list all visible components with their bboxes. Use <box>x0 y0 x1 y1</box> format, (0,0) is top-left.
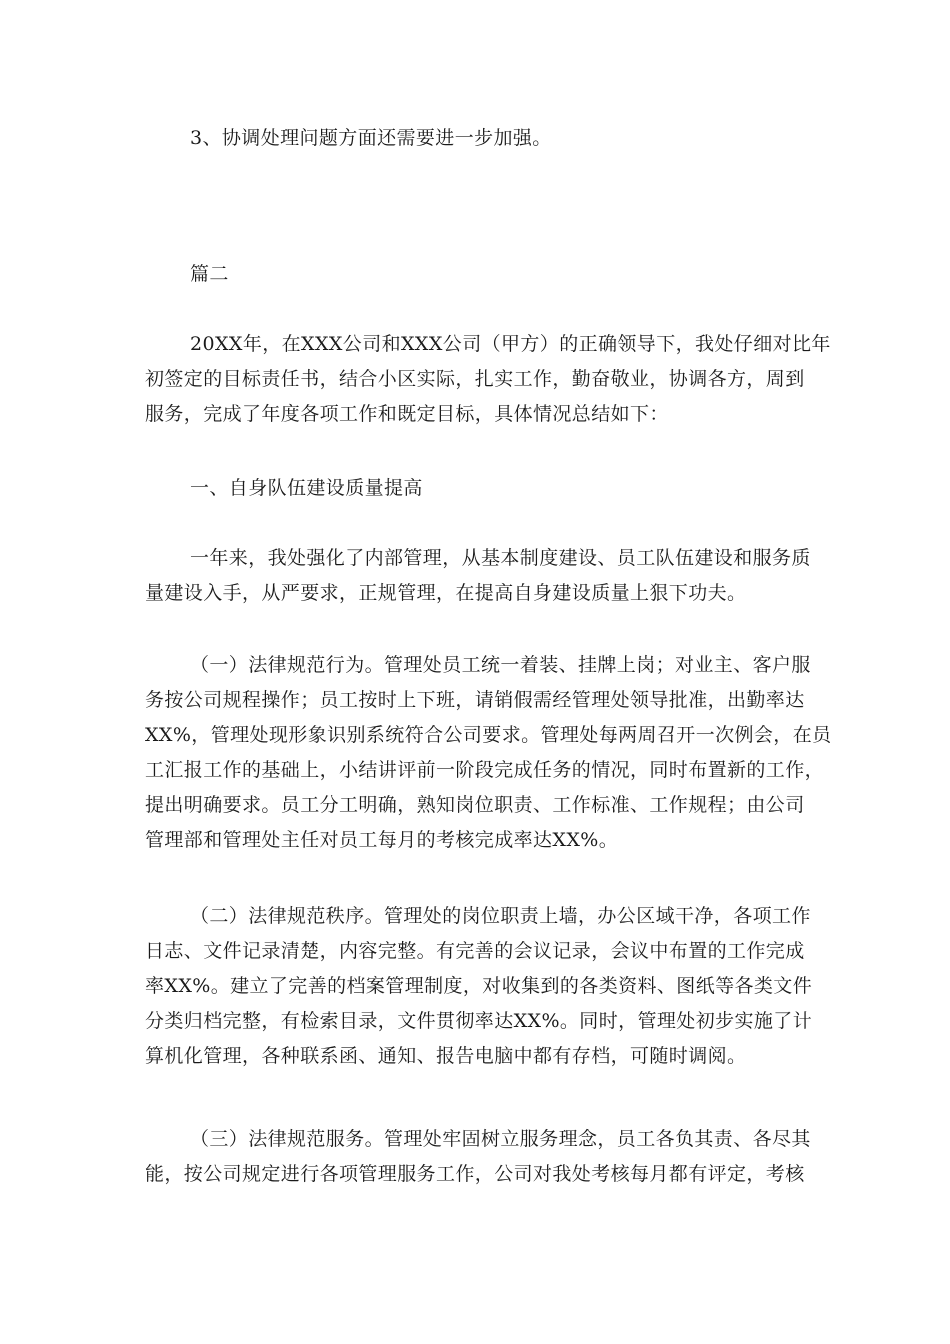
text-line: 提出明确要求。员工分工明确，熟知岗位职责、工作标准、工作规程；由公司 <box>145 794 805 816</box>
text-line: 率XX%。建立了完善的档案管理制度，对收集到的各类资料、图纸等各类文件 <box>145 975 813 997</box>
text-line: 篇二 <box>190 263 229 285</box>
text-line: 3、协调处理问题方面还需要进一步加强。 <box>190 127 552 149</box>
paragraph-3 <box>145 899 813 1074</box>
text-line: （一）法律规范行为。管理处员工统一着装、挂牌上岗；对业主、客户服 <box>190 654 811 676</box>
paragraph-1 <box>145 541 810 611</box>
text-line: 算机化管理，各种联系函、通知、报告电脑中都有存档，可随时调阅。 <box>145 1045 747 1067</box>
paragraph-4 <box>145 1122 810 1192</box>
heading-1 <box>145 471 810 506</box>
text-line: 务按公司规程操作；员工按时上下班，请销假需经管理处领导批准，出勤率达 <box>145 689 805 711</box>
text-line: 分类归档完整，有检索目录，文件贯彻率达XX%。同时，管理处初步实施了计 <box>145 1010 813 1032</box>
list-item-3 <box>145 121 810 156</box>
text-line: 20XX年，在XXX公司和XXX公司（甲方）的正确领导下，我处仔细对比年 <box>190 333 831 355</box>
text-line: 工汇报工作的基础上，小结讲评前一阶段完成任务的情况，同时布置新的工作， <box>145 759 825 781</box>
intro-paragraph <box>145 327 831 432</box>
text-line: 一年来，我处强化了内部管理，从基本制度建设、员工队伍建设和服务质 <box>190 547 811 569</box>
text-line: 能，按公司规定进行各项管理服务工作，公司对我处考核每月都有评定，考核 <box>145 1163 805 1185</box>
text-line: 量建设入手，从严要求，正规管理，在提高自身建设质量上狠下功夫。 <box>145 582 747 604</box>
text-line: 日志、文件记录清楚，内容完整。有完善的会议记录，会议中布置的工作完成 <box>145 940 805 962</box>
section-title <box>145 257 810 292</box>
text-line: （三）法律规范服务。管理处牢固树立服务理念，员工各负其责、各尽其 <box>190 1128 811 1150</box>
text-line: 管理部和管理处主任对员工每月的考核完成率达XX%。 <box>145 829 619 851</box>
text-line: 一、自身队伍建设质量提高 <box>190 477 423 499</box>
text-line: 服务，完成了年度各项工作和既定目标，具体情况总结如下： <box>145 403 669 425</box>
text-line: （二）法律规范秩序。管理处的岗位职责上墙，办公区域干净，各项工作 <box>190 905 811 927</box>
text-line: XX%，管理处现形象识别系统符合公司要求。管理处每两周召开一次例会，在员 <box>145 724 832 746</box>
text-line: 初签定的目标责任书，结合小区实际，扎实工作，勤奋敬业，协调各方，周到 <box>145 368 805 390</box>
paragraph-2 <box>145 648 832 858</box>
